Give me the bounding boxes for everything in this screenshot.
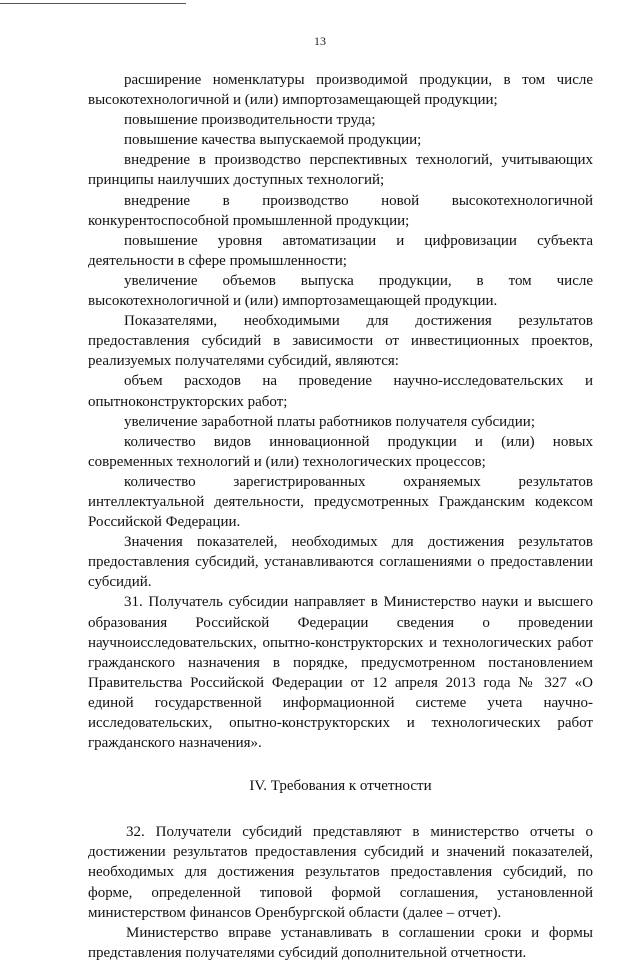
paragraph: количество зарегистрированных охраняемых результатов интеллектуальной деятельности, предусмотренных Гражданским кодексом Российской Федерации. bbox=[88, 473, 593, 531]
top-rule-line bbox=[0, 3, 186, 4]
paragraph: повышение уровня автоматизации и цифровизации субъекта деятельности в сфере промышленности; bbox=[88, 232, 593, 269]
paragraph: Значения показателей, необходимых для достижения результатов предоставления субсидий, устанавливаются соглашениями о предоставлении субсидий. bbox=[88, 534, 593, 591]
paragraph: Министерство вправе устанавливать в соглашении сроки и формы представления получателями субсидий дополнительной отчетности. bbox=[88, 924, 593, 961]
paragraph: увеличение объемов выпуска продукции, в том числе высокотехнологичной и (или) импортозамещающей продукции. bbox=[88, 272, 593, 310]
paragraph: повышение качества выпускаемой продукции; bbox=[124, 132, 422, 149]
paragraph: внедрение в производство перспективных технологий, учитывающих принципы наилучших доступных технологий; bbox=[88, 152, 593, 189]
paragraph: Показателями, необходимыми для достижения результатов предоставления субсидий в зависимости от инвестиционных проектов, реализуемых получателями субсидий, являются: bbox=[88, 313, 593, 370]
paragraph: внедрение в производство новой высокотехнологичной конкурентоспособной промышленной продукции; bbox=[88, 192, 593, 229]
paragraph: 31. Получатель субсидии направляет в Министерство науки и высшего образования Российской Федерации сведения о проведении научноисследовательских, опытно-конструкторских и технологических работ гражданского назначения в порядке, предусмотренном постановлением Правительства Российской Федерации от 12 апреля 2013 года № 327 «О единой государственной информационной системе учета научно-исследовательских, опытно-конструкторских и технологических работ гражданского назначения». bbox=[88, 594, 593, 752]
paragraph: увеличение заработной платы работников получателя субсидии; bbox=[124, 413, 535, 430]
paragraph: 32. Получатели субсидий представляют в министерство отчеты о достижении результатов предоставления субсидий и значений показателей, необходимых для достижения результатов предоставления субсидий, по форме, определенной типовой формой соглашения, установленной министерством финансов Оренбургской области (далее – отчет). bbox=[88, 824, 593, 921]
paragraph: повышение производительности труда; bbox=[124, 112, 376, 129]
section-heading: IV. Требования к отчетности bbox=[249, 778, 432, 795]
paragraph: количество видов инновационной продукции и (или) новых современных технологий и (или) технологических процессов; bbox=[88, 433, 593, 470]
paragraph: объем расходов на проведение научно-исследовательских и опытноконструкторских работ; bbox=[88, 373, 593, 410]
paragraph: расширение номенклатуры производимой продукции, в том числе высокотехнологичной и (или) импортозамещающей продукции; bbox=[88, 72, 593, 109]
page-number: 13 bbox=[314, 34, 326, 48]
document-body bbox=[88, 70, 593, 963]
